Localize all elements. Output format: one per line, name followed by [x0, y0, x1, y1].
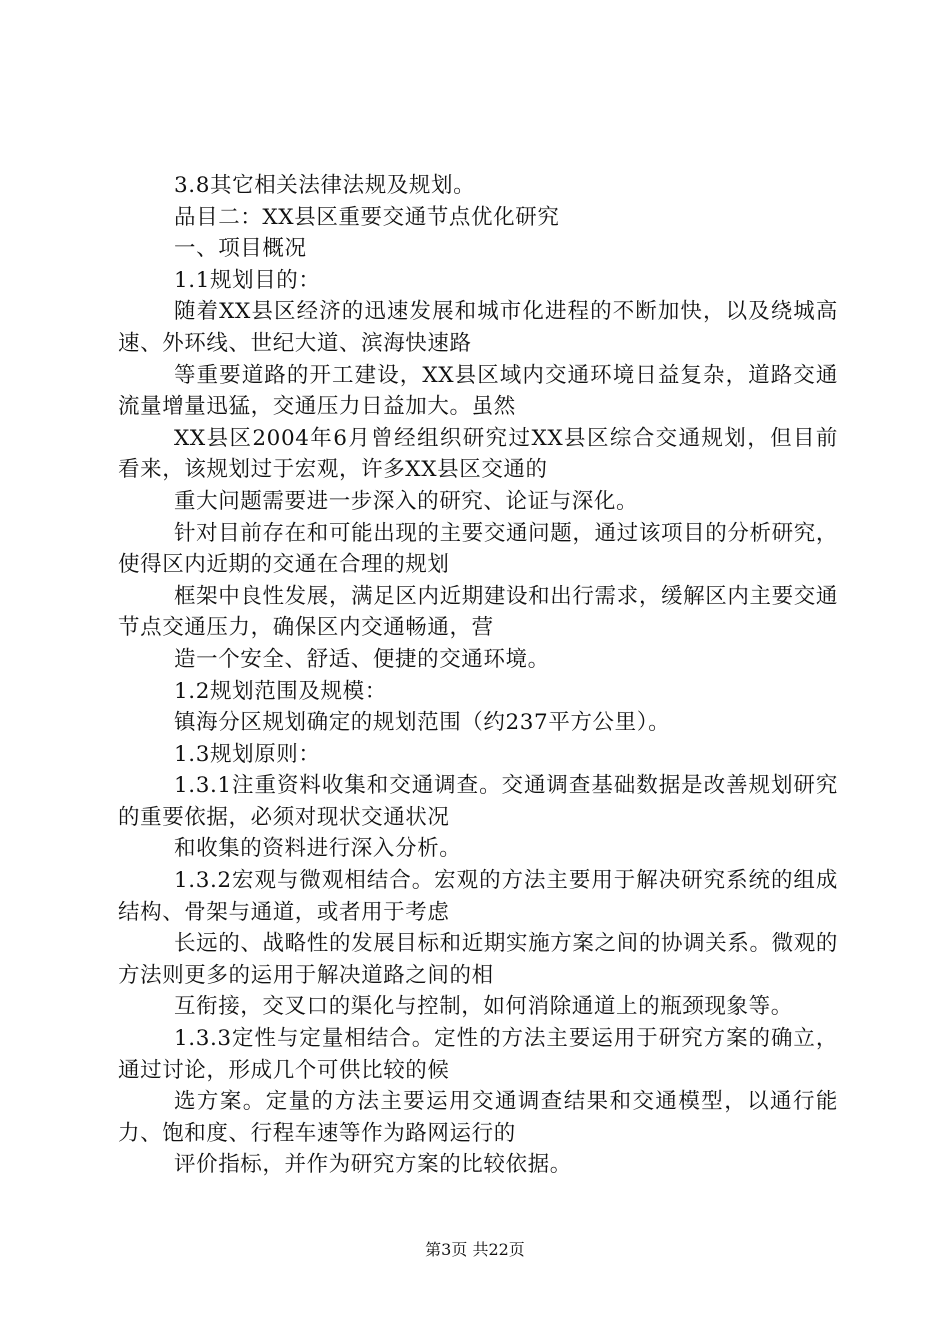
paragraph: 框架中良性发展，满足区内近期建设和出行需求，缓解区内主要交通节点交通压力，确保区内交通畅通，营	[118, 583, 838, 641]
paragraph: 等重要道路的开工建设，XX县区域内交通环境日益复杂，道路交通流量增量迅猛，交通压力日益加大。虽然	[118, 362, 838, 420]
section-heading: 品目二：XX县区重要交通节点优化研究	[174, 204, 560, 230]
paragraph: 选方案。定量的方法主要运用交通调查结果和交通模型，以通行能力、饱和度、行程车速等作为路网运行的	[118, 1089, 838, 1146]
subsection-heading: 1.3规划原则：	[174, 741, 321, 767]
paragraph: 针对目前存在和可能出现的主要交通问题，通过该项目的分析研究，使得区内近期的交通在合理的规划	[118, 520, 838, 578]
section-heading: 一、项目概况	[174, 236, 307, 262]
page-footer	[0, 1240, 950, 1260]
subsection-heading: 1.1规划目的：	[174, 267, 321, 293]
paragraph: 1.3.1注重资料收集和交通调查。交通调查基础数据是改善规划研究的重要依据，必须对现状交通状况	[118, 773, 838, 830]
page-number: 第3页 共22页	[425, 1240, 525, 1259]
paragraph: 评价指标，并作为研究方案的比较依据。	[174, 1152, 572, 1178]
paragraph: 1.3.2宏观与微观相结合。宏观的方法主要用于解决研究系统的组成结构、骨架与通道，或者用于考虑	[118, 868, 838, 925]
paragraph: 互衔接，交叉口的渠化与控制，如何消除通道上的瓶颈现象等。	[174, 994, 793, 1020]
paragraph: 重大问题需要进一步深入的研究、论证与深化。	[174, 488, 639, 514]
paragraph: 3.8其它相关法律法规及规划。	[174, 173, 476, 198]
body-text	[118, 170, 838, 1181]
paragraph: 随着XX县区经济的迅速发展和城市化进程的不断加快，以及绕城高速、外环线、世纪大道、滨海快速路	[118, 299, 838, 356]
subsection-heading: 1.2规划范围及规模：	[174, 678, 387, 704]
paragraph: 造一个安全、舒适、便捷的交通环境。	[174, 646, 550, 672]
paragraph: XX县区2004年6月曾经组织研究过XX县区综合交通规划，但目前看来，该规划过于宏观，许多XX县区交通的	[118, 425, 838, 483]
paragraph: 和收集的资料进行深入分析。	[174, 836, 462, 862]
paragraph: 镇海分区规划确定的规划范围（约237平方公里）。	[174, 710, 671, 736]
paragraph: 长远的、战略性的发展目标和近期实施方案之间的协调关系。微观的方法则更多的运用于解决道路之间的相	[118, 931, 838, 988]
paragraph: 1.3.3定性与定量相结合。定性的方法主要运用于研究方案的确立，通过讨论，形成几个可供比较的候	[118, 1026, 838, 1083]
